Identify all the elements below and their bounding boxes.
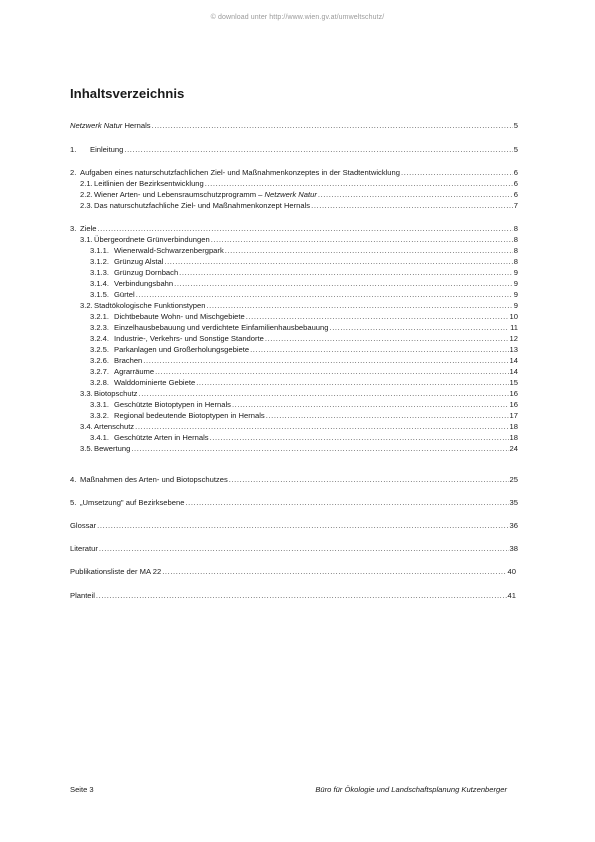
toc-entry-page: 15 xyxy=(509,378,518,387)
toc-entry[interactable] xyxy=(90,334,518,344)
toc-dot-leader xyxy=(225,246,513,256)
toc-entry-number: 3.2.4. xyxy=(90,334,109,343)
toc-entry-number: 1. xyxy=(70,145,77,154)
toc-entry-number: 3.3.1. xyxy=(90,400,109,409)
toc-entry[interactable] xyxy=(70,567,516,577)
toc-entry-page: 24 xyxy=(509,444,518,453)
toc-entry-number: 3.1.4. xyxy=(90,279,109,288)
toc-entry-title: Biotopschutz xyxy=(94,389,138,398)
toc-dot-leader xyxy=(96,591,507,601)
toc-entry-page: 16 xyxy=(509,389,518,398)
toc-entry[interactable] xyxy=(90,433,518,443)
toc-entry[interactable] xyxy=(70,121,518,131)
toc-dot-leader xyxy=(174,279,513,289)
toc-dot-leader xyxy=(124,145,512,155)
toc-entry-page: 41 xyxy=(507,591,516,600)
toc-entry-page: 8 xyxy=(513,224,518,233)
toc-entry[interactable] xyxy=(80,444,518,454)
toc-entry-page: 36 xyxy=(509,521,518,530)
toc-entry-number: 2.2. xyxy=(80,190,93,199)
toc-entry[interactable] xyxy=(70,521,518,531)
toc-entry-title: Literatur xyxy=(70,544,98,553)
toc-entry-title: Planteil xyxy=(70,591,95,600)
toc-entry-page: 9 xyxy=(513,290,518,299)
toc-entry-page: 16 xyxy=(509,400,518,409)
toc-entry-page: 14 xyxy=(509,356,518,365)
toc-entry-number: 3.2. xyxy=(80,301,93,310)
page-number-footer: Seite 3 xyxy=(70,785,94,794)
toc-entry-number: 3.1.2. xyxy=(90,257,109,266)
toc-entry-title: Dichtbebaute Wohn- und Mischgebiete xyxy=(114,312,245,321)
toc-entry-number: 3.1.5. xyxy=(90,290,109,299)
toc-entry[interactable] xyxy=(90,290,518,300)
toc-dot-leader xyxy=(311,201,513,211)
toc-entry[interactable] xyxy=(70,544,518,554)
toc-dot-leader xyxy=(152,121,513,131)
toc-entry-page: 17 xyxy=(509,411,518,420)
toc-entry[interactable] xyxy=(90,378,518,388)
toc-entry-page: 40 xyxy=(507,567,516,576)
toc-entry-page: 35 xyxy=(509,498,518,507)
toc-dot-leader xyxy=(162,567,506,577)
toc-entry-title: Wiener Arten- und Lebensraumschutzprogramm – Netzwerk Natur xyxy=(94,190,317,199)
toc-entry-title: Ziele xyxy=(80,224,97,233)
toc-entry-number: 3.3.2. xyxy=(90,411,109,420)
toc-dot-leader xyxy=(185,498,508,508)
toc-entry[interactable] xyxy=(90,411,518,421)
toc-entry[interactable] xyxy=(80,389,518,399)
toc-entry-title: Bewertung xyxy=(94,444,131,453)
toc-entry-title: Einzelhausbebauung und verdichtete Einfamilienhausbebauung xyxy=(114,323,329,332)
toc-entry-page: 38 xyxy=(509,544,518,553)
toc-entry-number: 5. xyxy=(70,498,77,507)
toc-entry-title: Maßnahmen des Arten- und Biotopschutzes xyxy=(80,475,228,484)
toc-entry[interactable] xyxy=(70,498,518,508)
toc-entry-title: Netzwerk Natur Hernals xyxy=(70,121,151,130)
toc-entry-number: 3.2.6. xyxy=(90,356,109,365)
toc-entry-number: 3.2.1. xyxy=(90,312,109,321)
toc-entry[interactable] xyxy=(70,168,518,178)
toc-dot-leader xyxy=(196,378,508,388)
toc-entry-title: Brachen xyxy=(114,356,143,365)
toc-entry-title: Wienerwald-Schwarzenbergpark xyxy=(114,246,224,255)
toc-dot-leader xyxy=(155,367,508,377)
toc-dot-leader xyxy=(138,389,508,399)
toc-entry-title: Übergeordnete Grünverbindungen xyxy=(94,235,210,244)
toc-entry-number: 3.1.1. xyxy=(90,246,109,255)
toc-entry[interactable] xyxy=(90,367,518,377)
toc-entry[interactable] xyxy=(90,312,518,322)
toc-entry[interactable] xyxy=(90,400,518,410)
toc-entry-title: Leitlinien der Bezirksentwicklung xyxy=(94,179,204,188)
toc-entry-title: „Umsetzung" auf Bezirksebene xyxy=(80,498,185,507)
toc-dot-leader xyxy=(97,224,512,234)
toc-entry[interactable] xyxy=(70,224,518,234)
toc-entry[interactable] xyxy=(80,422,518,432)
toc-entry[interactable] xyxy=(80,179,518,189)
toc-dot-leader xyxy=(318,190,513,200)
toc-entry[interactable] xyxy=(90,356,518,366)
toc-entry-page: 7 xyxy=(513,201,518,210)
download-watermark: © download unter http://www.wien.gv.at/umweltschutz/ xyxy=(210,14,385,21)
toc-dot-leader xyxy=(135,422,508,432)
toc-entry-page: 8 xyxy=(513,257,518,266)
toc-entry[interactable] xyxy=(80,301,518,311)
toc-dot-leader xyxy=(250,345,508,355)
toc-entry-number: 3.4.1. xyxy=(90,433,109,442)
page-title: Inhaltsverzeichnis xyxy=(70,86,185,101)
toc-entry-title: Artenschutz xyxy=(94,422,135,431)
toc-entry-page: 11 xyxy=(510,323,518,332)
toc-entry-title: Das naturschutzfachliche Ziel- und Maßnahmenkonzept Hernals xyxy=(94,201,311,210)
toc-dot-leader xyxy=(179,268,513,278)
toc-entry-title: Grünzug Dornbach xyxy=(114,268,179,277)
toc-entry-number: 3.4. xyxy=(80,422,93,431)
toc-dot-leader xyxy=(265,334,509,344)
office-name-footer: Büro für Ökologie und Landschaftsplanung Kutzenberger xyxy=(315,785,507,794)
toc-entry[interactable] xyxy=(90,279,518,289)
toc-entry-number: 2. xyxy=(70,168,77,177)
toc-entry-title: Gürtel xyxy=(114,290,135,299)
toc-dot-leader xyxy=(131,444,508,454)
toc-dot-leader xyxy=(211,235,513,245)
toc-entry-title: Regional bedeutende Biotoptypen in Hernals xyxy=(114,411,265,420)
toc-entry-number: 3.5. xyxy=(80,444,93,453)
toc-entry-title: Geschützte Arten in Hernals xyxy=(114,433,209,442)
toc-dot-leader xyxy=(164,257,512,267)
toc-dot-leader xyxy=(206,301,512,311)
toc-entry[interactable] xyxy=(90,323,518,333)
toc-entry-page: 10 xyxy=(509,312,518,321)
toc-entry[interactable] xyxy=(90,257,518,267)
toc-entry[interactable] xyxy=(80,235,518,245)
toc-entry[interactable] xyxy=(90,345,518,355)
toc-entry-title: Industrie-, Verkehrs- und Sonstige Standorte xyxy=(114,334,264,343)
toc-entry-number: 3.2.7. xyxy=(90,367,109,376)
toc-entry-title: Publikationsliste der MA 22 xyxy=(70,567,162,576)
toc-dot-leader xyxy=(97,521,508,531)
toc-entry-page: 6 xyxy=(513,179,518,188)
toc-entry-title: Walddominierte Gebiete xyxy=(114,378,196,387)
toc-entry-page: 6 xyxy=(513,168,518,177)
toc-entry[interactable] xyxy=(90,246,518,256)
toc-entry-number: 3.3. xyxy=(80,389,93,398)
toc-dot-leader xyxy=(229,475,509,485)
toc-entry-number: 3. xyxy=(70,224,77,233)
toc-entry-page: 9 xyxy=(513,279,518,288)
toc-dot-leader xyxy=(205,179,513,189)
toc-entry-page: 14 xyxy=(509,367,518,376)
toc-entry[interactable] xyxy=(70,475,518,485)
toc-entry-page: 13 xyxy=(509,345,518,354)
toc-entry-number: 3.2.5. xyxy=(90,345,109,354)
toc-entry-title: Glossar xyxy=(70,521,97,530)
toc-entry-page: 18 xyxy=(509,422,518,431)
toc-entry-title: Geschützte Biotoptypen in Hernals xyxy=(114,400,231,409)
toc-entry-title: Agrarräume xyxy=(114,367,155,376)
toc-dot-leader xyxy=(329,323,509,333)
toc-entry-page: 8 xyxy=(513,246,518,255)
toc-entry-title: Stadtökologische Funktionstypen xyxy=(94,301,206,310)
toc-dot-leader xyxy=(401,168,513,178)
toc-entry[interactable] xyxy=(70,145,518,155)
toc-entry-page: 12 xyxy=(509,334,518,343)
toc-dot-leader xyxy=(210,433,509,443)
toc-entry-number: 3.2.3. xyxy=(90,323,109,332)
toc-entry-number: 2.3. xyxy=(80,201,93,210)
toc-dot-leader xyxy=(99,544,509,554)
toc-dot-leader xyxy=(143,356,508,366)
toc-entry-title: Parkanlagen und Großerholungsgebiete xyxy=(114,345,250,354)
toc-entry-title: Einleitung xyxy=(90,145,124,154)
toc-entry-page: 5 xyxy=(513,121,518,130)
toc-entry-page: 6 xyxy=(513,190,518,199)
toc-entry-title: Aufgaben eines naturschutzfachlichen Ziel- und Maßnahmenkonzeptes in der Stadtentwicklung xyxy=(80,168,400,177)
toc-entry-number: 2.1. xyxy=(80,179,93,188)
toc-dot-leader xyxy=(246,312,509,322)
toc-entry-number: 4. xyxy=(70,475,77,484)
toc-entry-number: 3.1.3. xyxy=(90,268,109,277)
toc-entry-page: 9 xyxy=(513,301,518,310)
toc-entry-number: 3.2.8. xyxy=(90,378,109,387)
toc-entry-title: Grünzug Alstal xyxy=(114,257,164,266)
toc-dot-leader xyxy=(232,400,509,410)
toc-entry-page: 9 xyxy=(513,268,518,277)
toc-dot-leader xyxy=(136,290,513,300)
toc-dot-leader xyxy=(266,411,509,421)
toc-entry-page: 5 xyxy=(513,145,518,154)
toc-entry-page: 8 xyxy=(513,235,518,244)
toc-entry-page: 25 xyxy=(509,475,518,484)
toc-entry[interactable] xyxy=(80,201,518,211)
toc-entry[interactable] xyxy=(80,190,518,200)
toc-entry-title: Verbindungsbahn xyxy=(114,279,174,288)
toc-entry-number: 3.1. xyxy=(80,235,93,244)
toc-entry-page: 18 xyxy=(509,433,518,442)
toc-entry[interactable] xyxy=(90,268,518,278)
toc-entry[interactable] xyxy=(70,591,516,601)
